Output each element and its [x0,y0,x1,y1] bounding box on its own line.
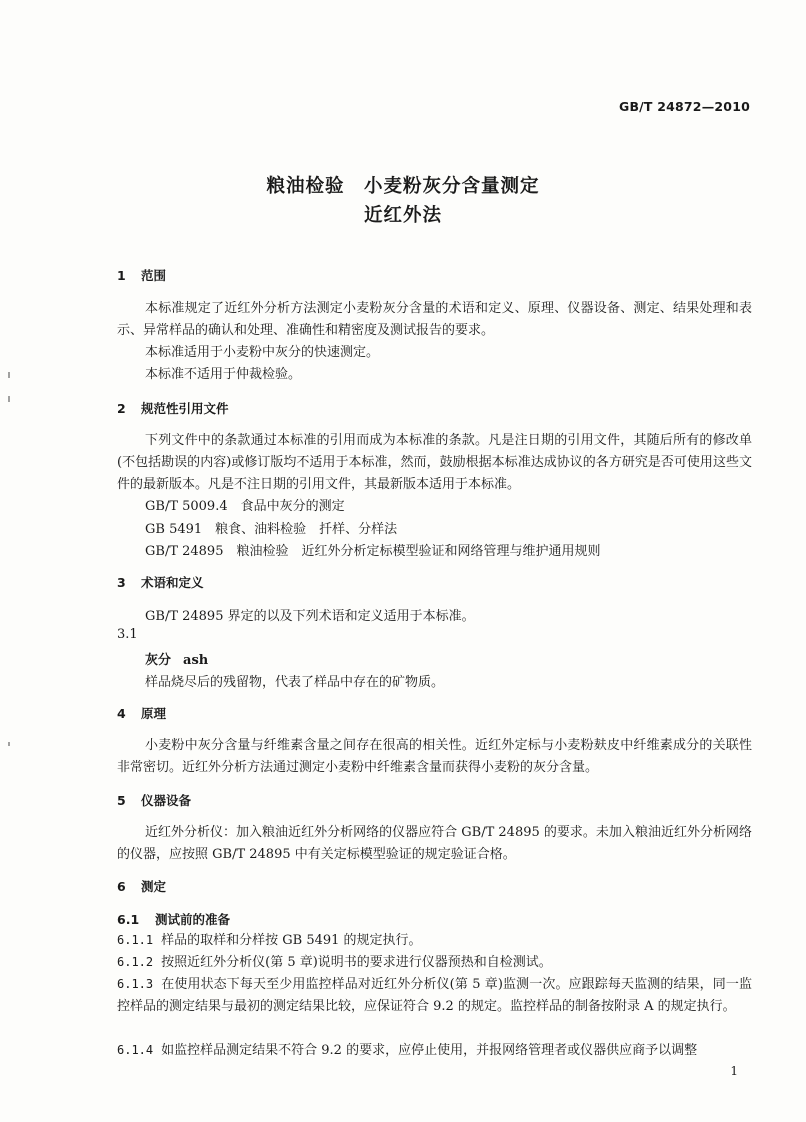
section-1-heading [117,266,166,284]
clause-number: 6.1.4 [117,1043,154,1057]
term-english: ash [183,653,209,668]
section-title: 测定 [141,879,167,894]
section-6-heading [117,877,166,895]
clause-6-1-3 [117,973,752,1018]
term-heading [145,649,208,668]
reference-item: GB/T 5009.4 食品中灰分的测定 [145,499,345,514]
clause-6-1-1 [117,929,752,952]
section-3-heading [117,573,204,591]
clause-number: 6.1.1 [117,933,154,947]
clause-text: 如监控样品测定结果不符合 9.2 的要求，应停止使用，并报网络管理者或仪器供应商予以调整 [161,1043,698,1058]
section-4-heading [117,704,166,722]
reference-item: GB 5491 粮食、油料检验 扦样、分样法 [145,522,398,537]
section-number: 5 [117,793,126,808]
section-title: 术语和定义 [141,575,204,590]
section-5-heading [117,791,191,809]
scan-mark [8,742,10,746]
section-title: 规范性引用文件 [141,401,229,416]
term-definition: 样品烧尽后的残留物，代表了样品中存在的矿物质。 [145,675,445,690]
standard-code: GB/T 24872—2010 [618,99,750,114]
section-title: 范围 [141,268,167,283]
page-number: 1 [730,1064,738,1078]
term-number: 3.1 [117,627,138,642]
reference-item: GB/T 24895 粮油检验 近红外分析定标模型验证和网络管理与维护通用规则 [145,544,601,559]
section-1-paragraph-2: 本标准适用于小麦粉中灰分的快速测定。 [145,345,380,360]
clause-text: 在使用状态下每天至少用监控样品对近红外分析仪(第 5 章)监测一次。应跟踪每天监测的结果，同一监控样品的测定结果与最初的测定结果比较，应保证符合 9.2 的规定。监控样品的制备按附录 A 的规定执行。 [117,977,752,1014]
section-4-paragraph-1: 小麦粉中灰分含量与纤维素含量之间存在很高的相关性。近红外定标与小麦粉麸皮中纤维素成分的关联性非常密切。近红外分析方法通过测定小麦粉中纤维素含量而获得小麦粉的灰分含量。 [117,738,752,775]
section-number: 2 [117,401,126,416]
section-5-paragraph-1: 近红外分析仪：加入粮油近红外分析网络的仪器应符合 GB/T 24895 的要求。未加入粮油近红外分析网络的仪器，应按照 GB/T 24895 中有关定标模型验证的规定验证合格。 [117,825,752,862]
clause-text: 样品的取样和分样按 GB 5491 的规定执行。 [161,933,422,948]
section-number: 6 [117,879,126,894]
scan-mark [8,372,10,378]
section-title: 仪器设备 [141,793,192,808]
subsection-6-1-heading [117,910,230,928]
subsection-number: 6.1 [117,912,140,927]
clause-6-1-4 [117,1039,752,1062]
document-title-line1: 粮油检验 小麦粉灰分含量测定 [266,176,540,197]
section-number: 3 [117,575,126,590]
clause-text: 按照近红外分析仪(第 5 章)说明书的要求进行仪器预热和自检测试。 [161,955,552,970]
clause-6-1-2 [117,951,752,974]
section-2-heading [117,399,229,417]
section-number: 1 [117,268,126,283]
term-chinese: 灰分 [145,653,172,668]
section-number: 4 [117,706,126,721]
section-3-paragraph-1: GB/T 24895 界定的以及下列术语和定义适用于本标准。 [145,609,475,624]
section-title: 原理 [141,706,167,721]
clause-number: 6.1.3 [117,977,154,991]
clause-number: 6.1.2 [117,955,154,969]
scan-mark [8,396,10,402]
section-1-paragraph-1: 本标准规定了近红外分析方法测定小麦粉灰分含量的术语和定义、原理、仪器设备、测定、结果处理和表示、异常样品的确认和处理、准确性和精密度及测试报告的要求。 [117,301,752,338]
document-title-line2: 近红外法 [363,205,442,226]
section-1-paragraph-3: 本标准不适用于仲裁检验。 [145,367,302,382]
section-2-paragraph-1: 下列文件中的条款通过本标准的引用而成为本标准的条款。凡是注日期的引用文件，其随后所有的修改单(不包括勘误的内容)或修订版均不适用于本标准，然而，鼓励根据本标准达成协议的各方研究是否可使用这些文件的最新版本。凡是不注日期的引用文件，其最新版本适用于本标准。 [117,433,752,492]
subsection-title: 测试前的准备 [155,912,231,927]
